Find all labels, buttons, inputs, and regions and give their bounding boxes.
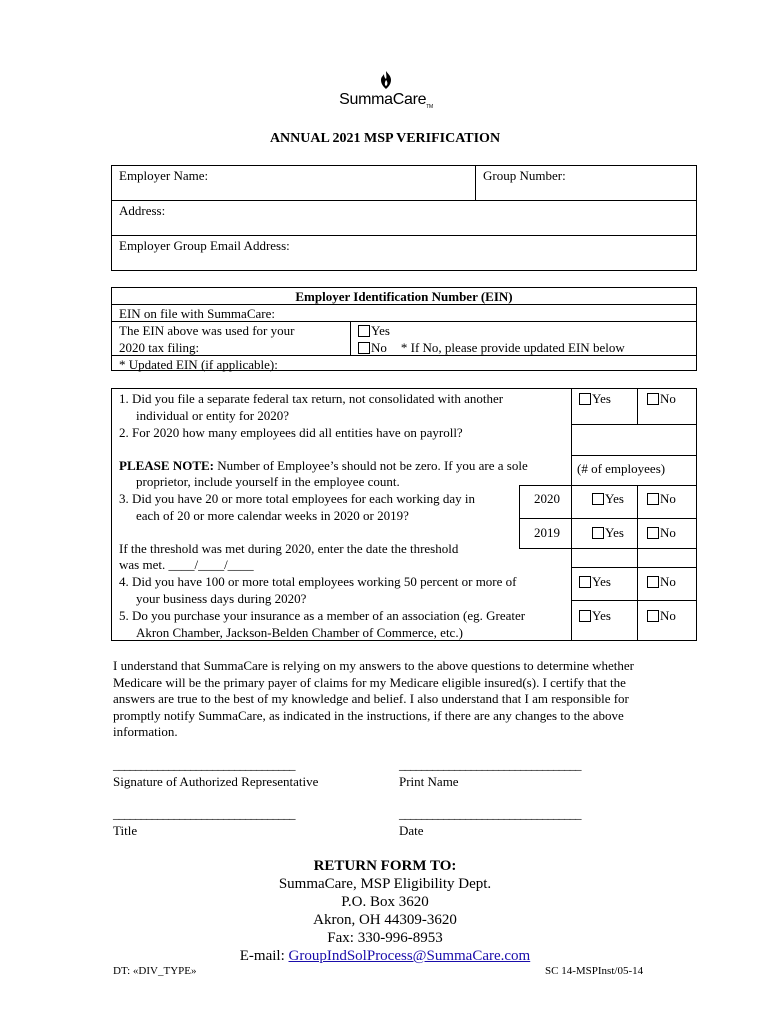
q4-no-checkbox[interactable] <box>647 576 659 588</box>
title-label: Title <box>113 823 138 838</box>
return-title: RETURN FORM TO: <box>313 858 457 874</box>
ein-on-file-field[interactable]: EIN on file with SummaCare: <box>119 306 275 321</box>
year-2019-label: 2019 <box>534 525 560 540</box>
address-field[interactable]: Address: <box>119 203 166 218</box>
return-city: Akron, OH 44309-3620 <box>313 912 457 928</box>
question-2: 2. For 2020 how many employees did all entities have on payroll? <box>119 425 463 440</box>
question-4-line-1: 4. Did you have 100 or more total employees working 50 percent or more of <box>119 574 517 589</box>
signature-label: Signature of Authorized Representative <box>113 774 319 789</box>
q3-2020-no-checkbox[interactable] <box>647 493 659 505</box>
question-4-line-2: your business days during 2020? <box>136 591 307 606</box>
threshold-line-1: If the threshold was met during 2020, enter the date the threshold <box>119 541 459 556</box>
ein-no-note: * If No, please provide updated EIN below <box>400 340 625 355</box>
num-employees-field[interactable]: (# of employees) <box>577 461 666 476</box>
return-dept: SummaCare, MSP Eligibility Dept. <box>278 876 492 892</box>
question-3-line-1: 3. Did you have 20 or more total employees for each working day in <box>119 491 475 506</box>
return-po-box: P.O. Box 3620 <box>341 894 429 910</box>
threshold-date-field[interactable]: was met. ____/____/____ <box>119 557 254 572</box>
q5-yes-option[interactable]: Yes <box>579 608 611 624</box>
logo-wordmark: SummaCare <box>339 91 427 108</box>
ein-no-checkbox[interactable] <box>358 342 370 354</box>
question-3-line-2: each of 20 or more calendar weeks in 2020 or 2019? <box>136 508 409 523</box>
date-label: Date <box>399 823 424 838</box>
please-note-text: Number of Employee’s should not be zero. If you are a sole <box>214 458 528 473</box>
q3-2019-yes-checkbox[interactable] <box>592 527 604 539</box>
ein-yes-checkbox[interactable] <box>358 325 370 337</box>
q5-yes-checkbox[interactable] <box>579 610 591 622</box>
signature-line[interactable]: _________________________________ <box>113 757 295 772</box>
ein-yes-option[interactable]: Yes <box>358 323 390 339</box>
q3-2020-yes-checkbox[interactable] <box>592 493 604 505</box>
print-name-label: Print Name <box>399 774 459 789</box>
q3-2020-no-option[interactable]: No <box>647 491 676 507</box>
date-line[interactable]: _________________________________ <box>399 806 581 821</box>
q5-no-checkbox[interactable] <box>647 610 659 622</box>
print-name-line[interactable]: _________________________________ <box>399 757 581 772</box>
group-number-field[interactable]: Group Number: <box>483 168 566 183</box>
q1-no-checkbox[interactable] <box>647 393 659 405</box>
return-fax: Fax: 330-996-8953 <box>327 930 443 946</box>
question-5-line-1: 5. Do you purchase your insurance as a member of an association (eg. Greater <box>119 608 526 623</box>
email-link[interactable]: GroupIndSolProcess@SummaCare.com <box>288 948 531 964</box>
please-note-label: PLEASE NOTE: <box>119 458 214 473</box>
q3-2020-yes-option[interactable]: Yes <box>592 491 624 507</box>
q1-yes-checkbox[interactable] <box>579 393 591 405</box>
summacare-logo <box>331 70 441 110</box>
title-line[interactable]: _________________________________ <box>113 806 295 821</box>
certification-text: I understand that SummaCare is relying on my answers to the above questions to determine whether Medicare will be the primary payer of claims for my Medicare eligible insured(s). I certify that the answers are true to the best of my knowledge and belief. I also understand that I am responsible for promptly notify SummaCare, as indicated in the instructions, if there are any changes to the above information. <box>113 658 634 739</box>
ein-used-label-1: The EIN above was used for your <box>119 323 295 338</box>
footer-div-type: DT: «DIV_TYPE» <box>113 965 197 977</box>
q1-yes-option[interactable]: Yes <box>579 391 611 407</box>
return-email-line <box>0 947 770 965</box>
employer-name-field[interactable]: Employer Name: <box>119 168 209 183</box>
form-title: ANNUAL 2021 MSP VERIFICATION <box>269 131 501 146</box>
q3-2019-yes-option[interactable]: Yes <box>592 525 624 541</box>
question-1-line-1: 1. Did you file a separate federal tax return, not consolidated with another <box>119 391 504 406</box>
employer-email-field[interactable]: Employer Group Email Address: <box>119 238 290 253</box>
ein-header: Employer Identification Number (EIN) <box>295 289 513 304</box>
please-note <box>119 458 528 474</box>
summacare-flame-icon <box>378 70 394 90</box>
q5-no-option[interactable]: No <box>647 608 676 624</box>
q1-no-option[interactable]: No <box>647 391 676 407</box>
ein-used-label-2: 2020 tax filing: <box>119 340 200 355</box>
logo-trademark: TM <box>426 103 433 110</box>
question-5-line-2: Akron Chamber, Jackson-Belden Chamber of Commerce, etc.) <box>136 625 463 640</box>
ein-no-option[interactable]: No * If No, please provide updated EIN below <box>358 340 625 356</box>
please-note-line-2: proprietor, include yourself in the employee count. <box>136 474 400 489</box>
q3-2019-no-option[interactable]: No <box>647 525 676 541</box>
email-prefix: E-mail: <box>239 948 289 964</box>
updated-ein-field[interactable]: * Updated EIN (if applicable): <box>119 357 278 372</box>
q4-no-option[interactable]: No <box>647 574 676 590</box>
q4-yes-checkbox[interactable] <box>579 576 591 588</box>
q4-yes-option[interactable]: Yes <box>579 574 611 590</box>
footer-form-code: SC 14-MSPInst/05-14 <box>545 965 644 977</box>
q3-2019-no-checkbox[interactable] <box>647 527 659 539</box>
year-2020-label: 2020 <box>534 491 560 506</box>
question-1-line-2: individual or entity for 2020? <box>136 408 290 423</box>
